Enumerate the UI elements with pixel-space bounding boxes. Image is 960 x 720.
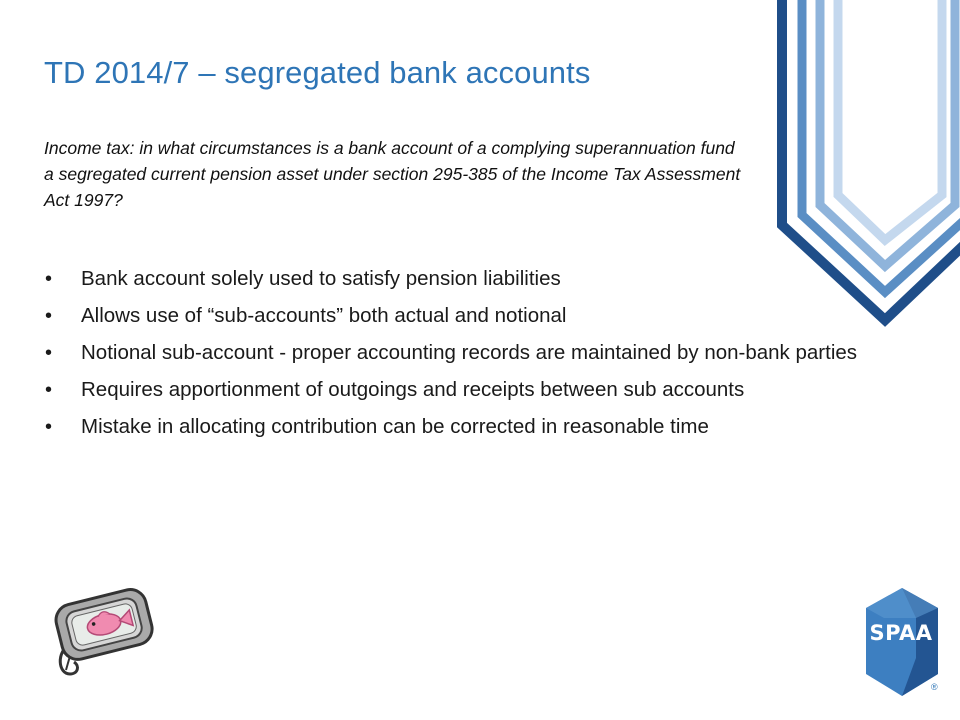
logo-text: SPAA xyxy=(869,621,933,645)
registered-mark: ® xyxy=(931,682,938,692)
bullet-item xyxy=(44,413,894,441)
slide-subtitle: Income tax: in what circumstances is a bank account of a complying superannuation fund a segregated current pension asset under section 295-385 of the Income Tax Assessment Act 1997? xyxy=(44,138,741,210)
bullet-dot: • xyxy=(45,416,53,438)
bullet-text: Allows use of “sub-accounts” both actual and notional xyxy=(81,304,567,327)
bullet-item xyxy=(44,376,894,404)
bullet-list xyxy=(44,265,894,450)
bullet-text: Notional sub-account - proper accounting records are maintained by non-bank parties xyxy=(81,341,858,364)
bullet-text: Bank account solely used to satisfy pension liabilities xyxy=(81,267,561,290)
slide-title: TD 2014/7 – segregated bank accounts xyxy=(44,55,591,90)
bullet-dot: • xyxy=(45,268,53,290)
bullet-item xyxy=(44,339,894,367)
bullet-dot: • xyxy=(45,379,53,401)
bullet-text: Mistake in allocating contribution can be corrected in reasonable time xyxy=(81,415,709,438)
bullet-item xyxy=(44,302,894,330)
bullet-dot: • xyxy=(45,342,53,364)
bullet-text: Requires apportionment of outgoings and receipts between sub accounts xyxy=(81,378,745,401)
fish-tin-clipart-icon xyxy=(48,582,158,682)
hexagon-outline-pale xyxy=(838,0,942,240)
hexagon-outline-mid xyxy=(802,0,960,292)
bullet-item xyxy=(44,265,894,293)
bullet-dot: • xyxy=(45,305,53,327)
